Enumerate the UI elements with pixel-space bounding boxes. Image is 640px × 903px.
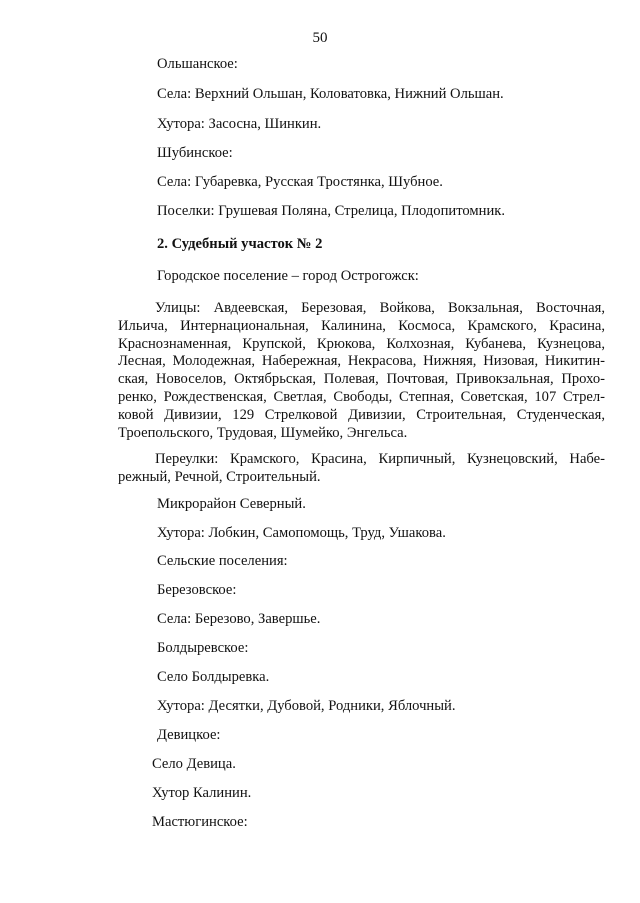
lanes-line: Переулки: Крамского, Красина, Кирпичный, Кузнецовский, Набе- [155, 451, 605, 467]
city-settlement-line: Городское поселение – город Острогожск: [157, 268, 419, 284]
villages-olshanskoe: Села: Верхний Ольшан, Коловатовка, Нижний Ольшан. [157, 86, 504, 102]
streets-paragraph [118, 300, 605, 442]
rural-settlements-label: Сельские поселения: [157, 553, 288, 569]
section-heading: 2. Судебный участок № 2 [157, 236, 323, 252]
microdistrict-line: Микрорайон Северный. [157, 496, 306, 512]
streets-line: Троепольского, Трудовая, Шумейко, Энгельса. [118, 424, 408, 441]
streets-line: Лесная, Молодежная, Набережная, Некрасова, Нижняя, Низовая, Никитин- [118, 353, 605, 370]
settlement-boldyrevskoe: Болдыревское: [157, 640, 249, 656]
farmstead-kalinin: Хутор Калинин. [152, 785, 252, 801]
streets-line: ковой Дивизии, 129 Стрелковой Дивизии, Строительная, Студенческая, [118, 406, 605, 423]
villages-shubinskoe: Села: Губаревка, Русская Тростянка, Шубное. [157, 174, 443, 190]
village-boldyrevka: Село Болдыревка. [157, 669, 270, 685]
settlements-shubinskoe: Поселки: Грушевая Поляна, Стрелица, Плодопитомник. [157, 203, 505, 219]
settlement-mastyuginskoe: Мастюгинское: [152, 814, 248, 830]
farmsteads-olshanskoe: Хутора: Засосна, Шинкин. [157, 116, 322, 132]
villages-berezovskoe: Села: Березово, Завершье. [157, 611, 321, 627]
streets-line: Улицы: Авдеевская, Березовая, Войкова, Вокзальная, Восточная, [155, 300, 605, 316]
streets-line: ская, Новоселов, Октябрьская, Полевая, Почтовая, Привокзальная, Прохо- [118, 371, 605, 388]
lanes-line: режный, Речной, Строительный. [118, 468, 321, 485]
lanes-paragraph [118, 451, 605, 487]
settlement-devitskoe: Девицкое: [157, 727, 221, 743]
streets-line: Краснознаменная, Крупской, Крюкова, Колхозная, Кубанева, Кузнецова, [118, 335, 605, 352]
village-devitsa: Село Девица. [152, 756, 236, 772]
page-number: 50 [312, 30, 328, 46]
streets-line: Ильича, Интернациональная, Калинина, Космоса, Крамского, Красина, [118, 317, 605, 334]
farmsteads-boldyrevskoe: Хутора: Десятки, Дубовой, Родники, Яблочный. [157, 698, 456, 714]
settlement-shubinskoe: Шубинское: [157, 145, 233, 161]
streets-line: ренко, Рождественская, Светлая, Свободы, Степная, Советская, 107 Стрел- [118, 388, 605, 405]
settlement-berezovskoe: Березовское: [157, 582, 237, 598]
settlement-olshanskoe: Ольшанское: [157, 56, 238, 72]
farmsteads-city: Хутора: Лобкин, Самопомощь, Труд, Ушакова. [157, 525, 446, 541]
